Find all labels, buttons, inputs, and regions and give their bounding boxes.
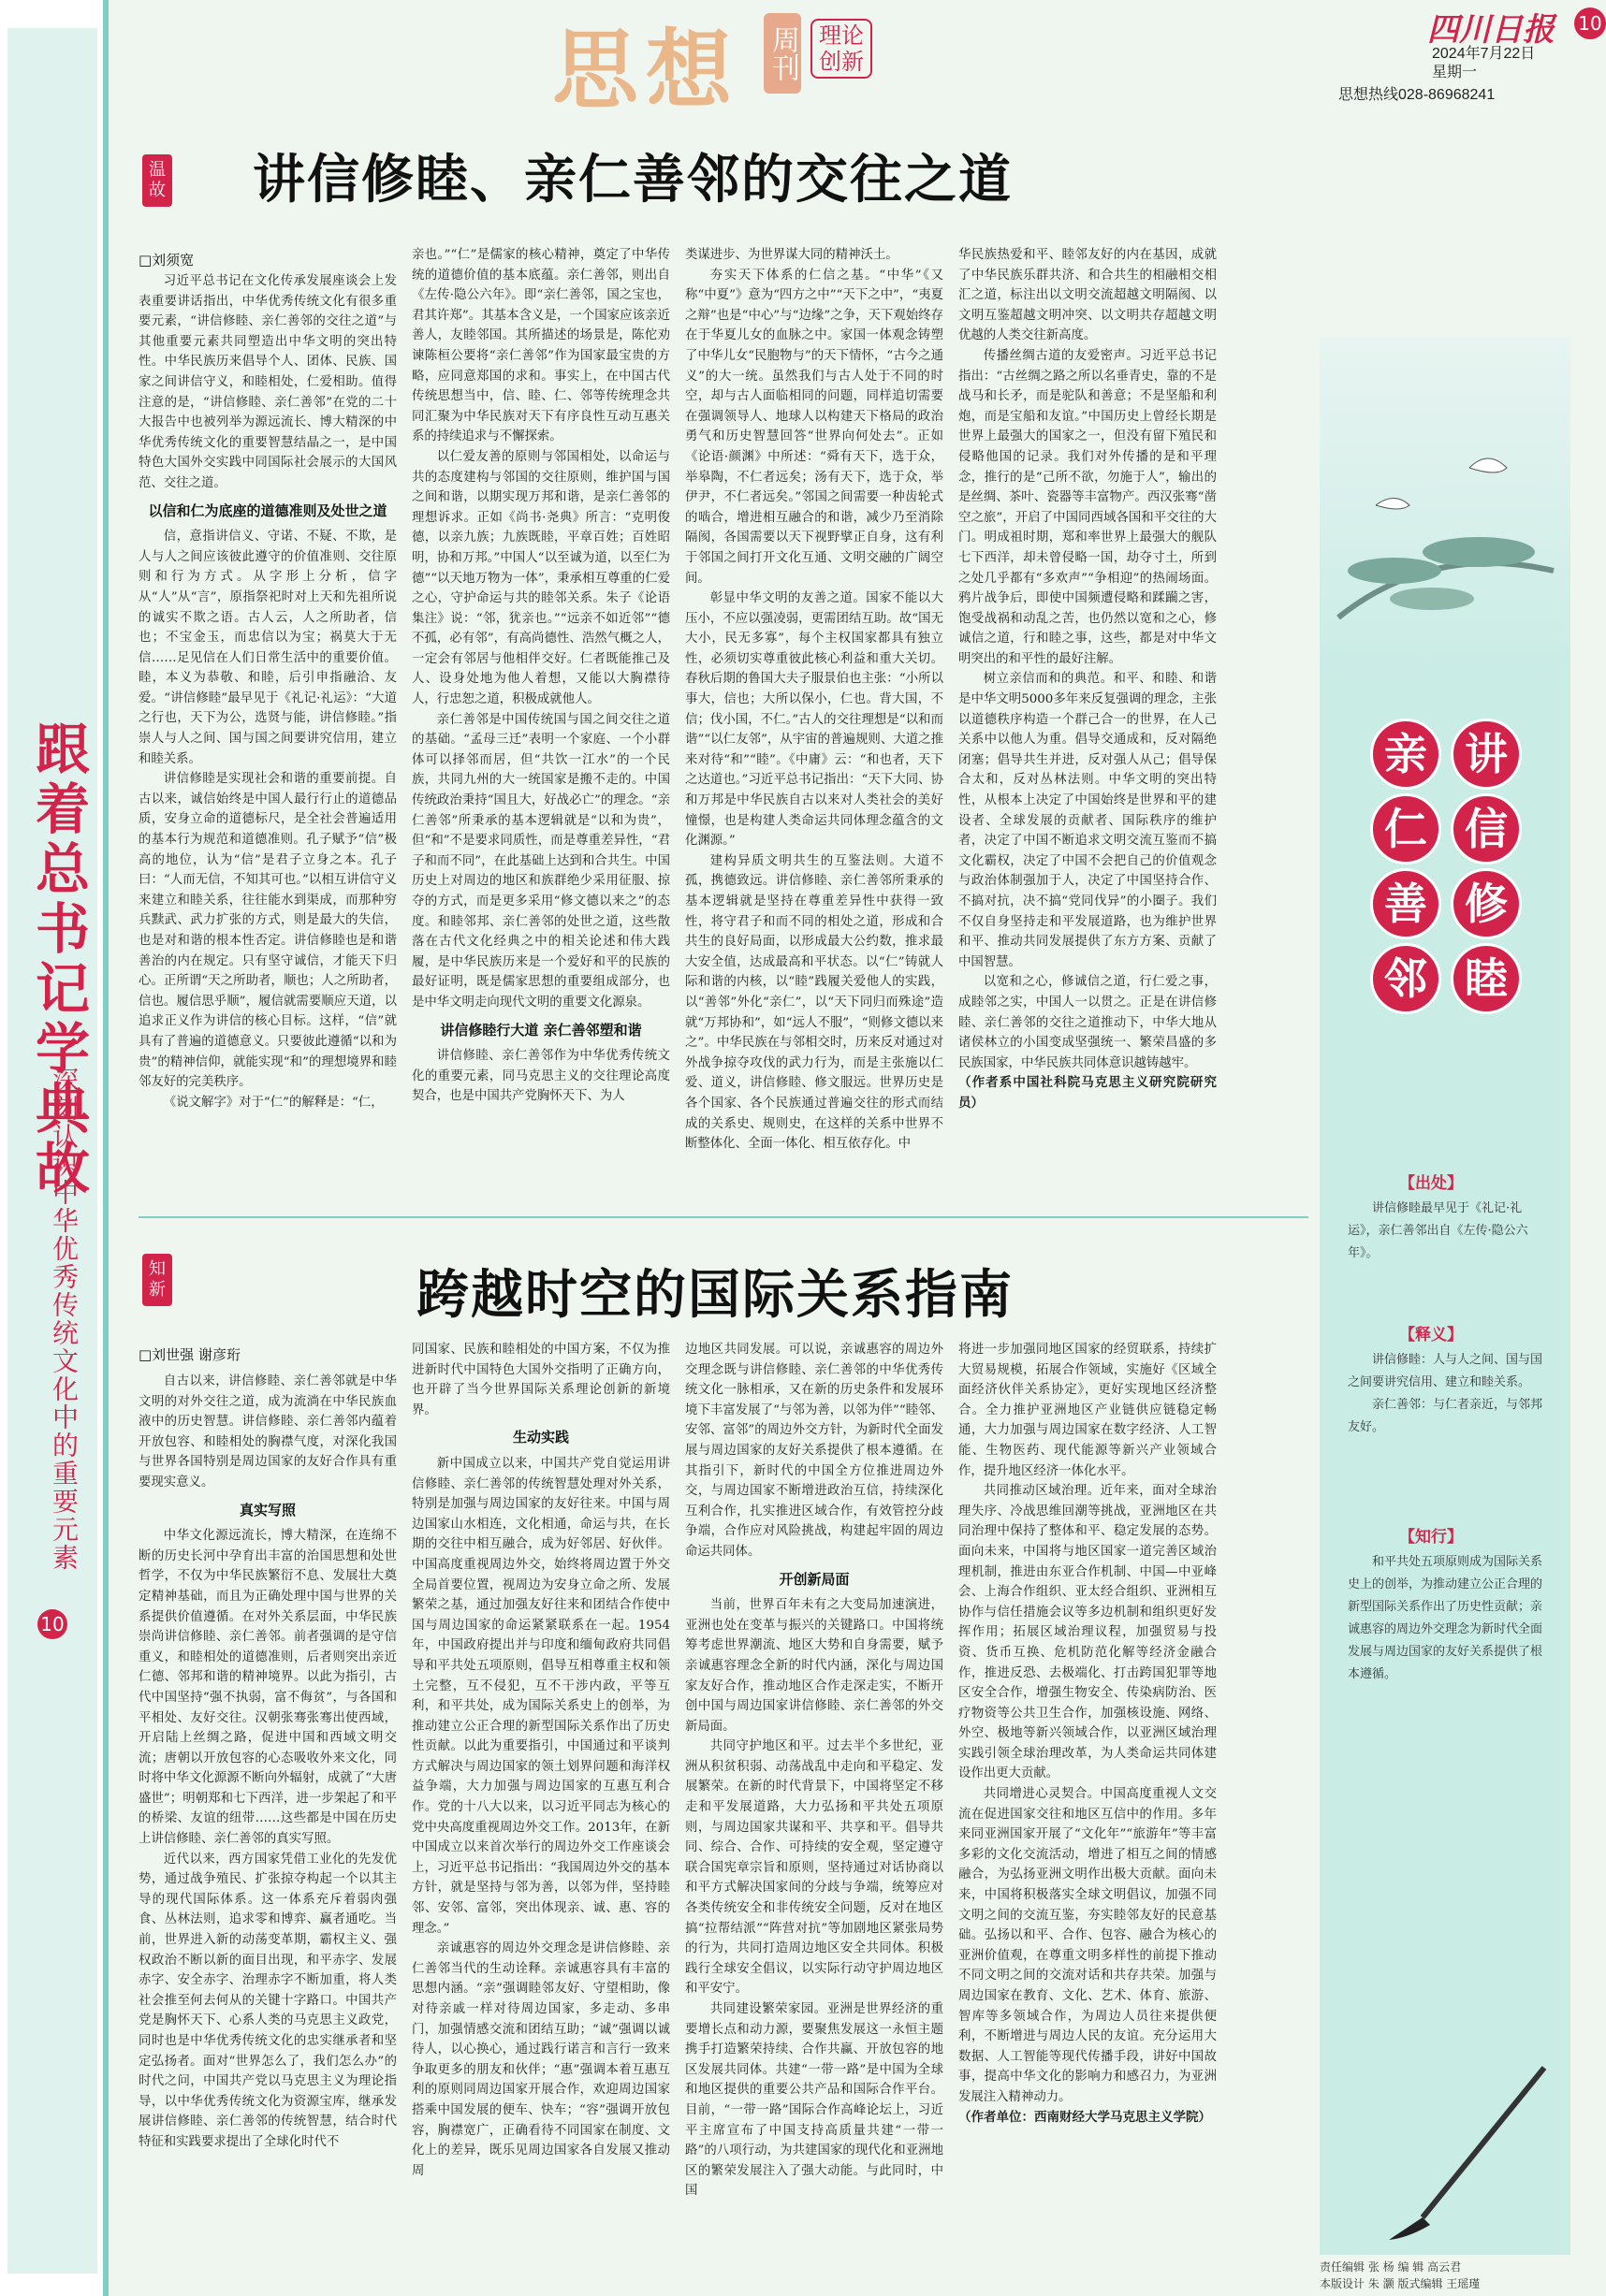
series-title: 跟着总书记学典故 — [26, 720, 90, 1199]
paragraph: 以宽和之心，修诚信之道，行仁爱之事，成睦邻之实，中国人一以贯之。正是在讲信修睦、亲仁善邻的交往之道推动下，中华大地从诸侯林立的小国变成坚强统一、繁荣昌盛的多民族国家，中华民族共同体意识越铸越牢。 — [958, 975, 1217, 1070]
practice-heading: 【知行】 — [1399, 1528, 1463, 1547]
paragraph: 共同建设繁荣家园。亚洲是世界经济的重要增长点和动力源，要聚焦发展这一永恒主题携手打造繁荣持续、合作共赢、开放包容的地区发展共同体。共建“一带一路”是中国为全球和地区提供的重要公共产品和国际合作平台。目前，“一带一路”国际合作高峰论坛上，习近平主席宣布了中国支持高质量共建“一带一路”的八项行动，为共建国家的现代化和亚洲地区的繁荣发展注入了强大动能。与此同时，中国 — [685, 2002, 943, 2199]
article2-title: 跨越时空的国际关系指南 — [416, 1265, 1014, 1326]
series-subtitle: 深刻认识中华优秀传统文化中的重要元素 — [49, 1067, 80, 1572]
article2-col2 — [412, 1340, 670, 2245]
article1-col1 — [139, 271, 397, 1198]
article2-col3 — [685, 1340, 943, 2245]
practice-text — [1348, 1551, 1544, 1686]
char-xin: 信 — [1451, 793, 1522, 865]
article2-tag: 知新 — [142, 1254, 172, 1306]
section-heading: 以信和仁为底座的道德准则及处世之道 — [148, 501, 387, 519]
article1-col2 — [412, 245, 670, 1198]
article2-col1 — [139, 1372, 397, 2245]
source-heading: 【出处】 — [1399, 1174, 1463, 1193]
paragraph: 新中国成立以来，中国共产党自觉运用讲信修睦、亲仁善邻的传统智慧处理对外关系，特别是加强与周边国家的友好往来。中国与周边国家山水相连，文化相通，命运与共，在长期的交往中相互融合，成为好邻居、好伙伴。中国高度重视周边外交，始终将周边置于外交全局首要位置，视周边为安身立命之所、发展繁荣之基，通过加强友好往来和团结合作使中国与周边国家的命运紧紧联系在一起。1954年，中国政府提出并与印度和缅甸政府共同倡导和平共处五项原则，倡导互相尊重主权和领土完整，互不侵犯，互不干涉内政，平等互利，和平共处，成为国际关系史上的创举，为推动建立公正合理的新型国际关系作出了历史性贡献。以此为重要指引，中国通过和平谈判方式解决与周边国家的领土划界问题和海洋权益争端，大力加强与周边国家的互惠互利合作。党的十八大以来，以习近平同志为核心的党中央高度重视周边外交工作。2013年，在新中国成立以来首次举行的周边外交工作座谈会上，习近平总书记指出：“我国周边外交的基本方针，就是坚持与邻为善，以邻为伴，坚持睦邻、安邻、富邻，突出体现亲、诚、惠、容的理念。” — [412, 1456, 670, 1936]
paragraph: 华民族热爱和平、睦邻友好的内在基因，成就了中华民族乐群共济、和合共生的相融相交相汇之道，标注出以文明交流超越文明隔阂、以文明互鉴超越文明冲突、以文明共存超越文明优越的人类交往新高度。 — [958, 248, 1217, 343]
paragraph: 树立亲信而和的典范。和平、和睦、和谐是中华文明5000多年来反复强调的理念，主张以道德秩序构造一个群己合一的世界，在人己关系中以他人为重。倡导交通成和，反对隔绝闭塞；倡导共生并进，反对强人从己；倡导保合太和，反对丛林法则。中华文明的突出特性，从根本上决定了中国始终是世界和平的建设者、全球发展的贡献者、国际秩序的维护者，决定了中国不断追求文明交流互鉴而不搞文化霸权，决定了中国不会把自己的价值观念与政治体制强加于人，决定了中国坚持合作、不搞对抗，决不搞“党同伐异”的小圈子。我们不仅自身坚持走和平发展道路，也为维护世界和平、推动共同发展提供了东方方案、贡献了中国智慧。 — [958, 672, 1217, 969]
char-mu: 睦 — [1451, 943, 1522, 1014]
section-heading: 生动实践 — [512, 1429, 569, 1446]
article-divider — [139, 1216, 1308, 1218]
article1-tag: 温故 — [142, 154, 172, 207]
section-heading: 真实写照 — [239, 1501, 296, 1519]
series-number: 10 — [37, 1609, 67, 1639]
paragraph: 类谋进步、为世界谋大同的精神沃土。 — [685, 248, 898, 262]
masthead: 思想 — [552, 20, 740, 121]
paragraph: 讲信修睦是实现社会和谐的重要前提。自古以来，诚信始终是中国人最行行止的道德品质，安身立命的道德标尺，是全社会普遍适用的基本行为规范和道德准则。孔子赋予“信”极高的地位，认为“信”是君子立身之本。孔子曰：“人而无信，不知其可也。”以相互讲信守义来建立和睦关系，往往能水到渠成，而那种穷兵黩武、武力扩张的方式，则是最大的失信，也是对和谐的根本性否定。讲信修睦也是和谐善治的内在规定。只有坚守诚信，才能天下归心。正所谓“天之所助者，顺也；人之所助者，信也。履信思乎顺”，履信就需要顺应天道，以追求正义作为讲信的核心目标。这样，“信”就具有了普遍的道德意义。只要彼此遵循“以和为贵”的精神信仰，就能实现“和”的理想境界和睦邻友好的完美秩序。 — [139, 772, 397, 1090]
paragraph: 建构异质文明共生的互鉴法则。大道不孤，携德致远。讲信修睦、亲仁善邻所秉承的基本逻辑就是坚持在尊重差异性中获得一致性，将守君子和而不同的相处之道，形成和合共生的良好局面，以形成最大公约数，推求最大安全值，达成最高和平状态。以“仁”铸就人际和谐的内核，以“睦”践履关爱他人的实践，以“善邻”外化“亲仁”，以“天下同归而殊途”造就“万邦协和”，如“远人不服”，“则修文德以来之”。中华民族在与邻相交时，历来反对通过对外战争掠夺攻伐的武力行为，而是主张施以仁爱、道义，讲信修睦、修文服远。世界历史是各个国家、各个民族通过普遍交往的形式而结成的关系史、规则史，在这样的关系中世界不断整体化、全面一体化、相互依存化。中 — [685, 853, 943, 1152]
article2-col4 — [958, 1340, 1217, 2245]
newspaper-logo: 四川日报 — [1427, 11, 1555, 49]
meaning-text — [1348, 1349, 1544, 1439]
article1-byline: □刘须宽 — [139, 252, 195, 269]
page-header — [103, 0, 1602, 121]
crane-pine-illustration — [1320, 337, 1570, 683]
article2-byline: □刘世强 谢彦珩 — [139, 1346, 241, 1363]
issue-date — [1432, 45, 1535, 82]
credits-line-2: 本版设计 朱 灏 版式编辑 王瑶瑾 — [1320, 2277, 1481, 2290]
article1-col4 — [958, 245, 1217, 1198]
sidebar-panel — [1320, 337, 1570, 2255]
meaning-heading: 【释义】 — [1399, 1326, 1463, 1344]
paragraph: 中华文化源远流长，博大精深，在连绵不断的历史长河中孕育出丰富的治国思想和处世哲学，不仅为中华民族繁衍不息、发展壮大奠定精神基础，而且为正确处理中国与世界的关系提供价值遵循。在对外关系层面，中华民族崇尚讲信修睦、亲仁善邻。前者强调的是守信重义，和睦相处的道德准则，后者则突出亲近仁德、邻邦和谐的精神境界。以此为指引，古代中国坚持“强不执弱，富不侮贫”，与各国和平相处、友好交往。汉朝张骞张骞出使西域，开启陆上丝绸之路，促进中国和西域文明交流；唐朝以开放包容的心态吸收外来文化，同时将中华文化源源不断向外辐射，成就了“大唐盛世”；明朝郑和七下西洋，进一步架起了和平的桥梁、友谊的纽带……这些都是中国在历史上讲信修睦、亲仁善邻的真实写照。 — [139, 1529, 397, 1847]
source-paragraph: 讲信修睦最早见于《礼记·礼运》，亲仁善邻出自《左传·隐公六年》。 — [1348, 1201, 1528, 1260]
author-note: （作者单位：西南财经大学马克思主义学院） — [958, 2109, 1211, 2125]
paragraph: 近代以来，西方国家凭借工业化的先发优势，通过战争殖民、扩张掠夺构起一个以其主导的现代国际体系。这一体系充斥着弱肉强食、丛林法则，追求零和博弈、赢者通吃。当前，世界进入新的动荡变革期，霸权主义、强权政治不断以新的面目出现，和平赤字、发展赤字、安全赤字、治理赤字不断加重，将人类社会推至何去何从的关键十字路口。中国共产党是胸怀天下、心系人类的马克思主义政党，同时也是中华优秀传统文化的忠实继承者和坚定弘扬者。面对“世界怎么了，我们怎么办”的时代之问，中国共产党以马克思主义为理论指导，以中华优秀传统文化为资源宝库，继承发展讲信修睦、亲仁善邻的传统智慧，结合时代特征和实践要求提出了全球化时代不 — [139, 1852, 397, 2149]
paragraph: 传播丝绸古道的友爱密声。习近平总书记指出：“古丝绸之路之所以名垂青史，靠的不是战马和长矛，而是驼队和善意；不是坚船和利炮，而是宝船和友谊。”中国历史上曾经长期是世界上最强大的国家之一，但没有留下殖民和侵略他国的记录。我们对外传播的是和平理念，推行的是“己所不欲，勿施于人”，输出的是丝绸、茶叶、瓷器等丰富物产。西汉张骞“凿空之旅”，开启了中国同西域各国和平交往的大门。明成祖时期，郑和率世界上最强大的舰队七下西洋，却未曾侵略一国，劫夺寸土，所到之处几乎都有“多欢声”“争相迎”的热闹场面。鸦片战争后，即使中国频遭侵略和蹂躏之害，饱受战祸和动乱之苦，也仍然以宽和之心，修诚信之道，行和睦之事，这些，都是对中华文明突出的和平性的最好注解。 — [958, 348, 1217, 666]
char-xiu: 修 — [1451, 868, 1522, 939]
paragraph: 亲诚惠容的周边外交理念是讲信修睦、亲仁善邻当代的生动诠释。亲诚惠容具有丰富的思想内涵。“亲”强调睦邻友好、守望相助，像对待亲戚一样对待周边国家，多走动、多串门，加强情感交流和团结互助；“诚”强调以诚待人，以心换心，通过践行诺言和言行一致来争取更多的朋友和伙伴；“惠”强调本着互惠互利的原则同周边国家开展合作，欢迎周边国家搭乘中国发展的便车、快车；“容”强调开放包容，胸襟宽广，正确看待不同国家在制度、文化上的差异，既乐见周边国家各自发展又推动周 — [412, 1941, 670, 2178]
paragraph: 共同守护地区和平。过去半个多世纪，亚洲从积贫积弱、动荡战乱中走向和平稳定、发展繁荣。在新的时代背景下，中国将坚定不移走和平发展道路，大力弘扬和平共处五项原则，与周边国家共谋和平、共享和平。倡导共同、综合、合作、可持续的安全观，坚定遵守联合国宪章宗旨和原则，坚持通过对话协商以和平方式解决国家间的分歧与争端，统筹应对各类传统安全和非传统安全问题，反对在地区搞“拉帮结派”“阵营对抗”等加剧地区紧张局势的行为，共同打造周边地区安全共同体。积极践行全球安全倡议，以实际行动守护周边地区和平安宁。 — [685, 1739, 943, 1997]
weekday-text: 星期一 — [1432, 65, 1478, 80]
innovation-badge: 理论创新 — [810, 19, 872, 79]
char-qin: 亲 — [1370, 719, 1441, 790]
paragraph: 当前，世界百年未有之大变局加速演进，亚洲也处在变革与振兴的关键路口。中国将统筹考虑世界潮流、地区大势和自身需要，赋予亲诚惠容理念全新的时代内涵，深化与周边国家友好合作，推动地区合作走深走实，不断开创中国与周边国家讲信修睦、亲仁善邻的外交新局面。 — [685, 1598, 943, 1734]
paragraph: 习近平总书记在文化传承发展座谈会上发表重要讲话指出，中华优秀传统文化有很多重要元素，“讲信修睦、亲仁善邻的交往之道”与其他重要元素共同塑造出中华文明的突出特性。中华民族历来倡导个人、团体、民族、国家之间讲信守义，和睦相处，仁爱相助。值得注意的是，“讲信修睦、亲仁善邻”在党的二十大报告中也被列举为源远流长、博大精深的中华优秀传统文化的重要智慧结晶之一，是中国特色大国外交实践中同国际社会展示的大国风范、交往之道。 — [139, 274, 397, 490]
paragraph: 以仁爱友善的原则与邻国相处，以命运与共的态度建构与邻国的交往原则，维护国与国之间和谐，以期实现万邦和谐，是亲仁善邻的理想诉求。正如《尚书·尧典》所言：“克明俊德，以亲九族；九族既睦，平章百姓；百姓昭明，协和万邦。”中国人“以至诚为道，以至仁为德”“以天地万物为一体”，秉承相互尊重的仁爱之心，守护命运与共的睦邻关系。朱子《论语集注》说：“邻，犹亲也。”“远亲不如近邻”“德不孤，必有邻”，有高尚德性、浩然气概之人，一定会有邻居与他相伴交好。仁者既能推己及人、设身处地为他人着想，又能以大胸襟待人，行忠恕之道，积极成就他人。 — [412, 449, 670, 707]
article1-col3 — [685, 245, 943, 1198]
char-ren: 仁 — [1370, 793, 1441, 865]
paragraph: 讲信修睦、亲仁善邻作为中华优秀传统文化的重要元素，同马克思主义的交往理论高度契合，也是中国共产党胸怀天下、为人 — [412, 1049, 670, 1104]
section-heading: 开创新局面 — [779, 1570, 850, 1588]
char-jiang: 讲 — [1451, 719, 1522, 790]
meaning-paragraph-1: 讲信修睦：人与人之间、国与国之间要讲究信用、建立和睦关系。 — [1348, 1353, 1543, 1389]
paragraph: 将进一步加强同地区国家的经贸联系，持续扩大贸易规模，拓展合作领域，实施好《区域全面经济伙伴关系协定》，更好实现地区经济整合。全力推护亚洲地区产业链供应链稳定畅通，大力加强与周边国家在数字经济、人工智能、生物医药、现代能源等新兴产业领域合作，提升地区经济一体化水平。 — [958, 1343, 1217, 1478]
page-number: 10 — [1574, 7, 1606, 39]
article1-title: 讲信修睦、亲仁善邻的交往之道 — [253, 150, 1013, 211]
pine-tree-icon — [1320, 337, 1570, 683]
paragraph: 共同增进心灵契合。中国高度重视人文交流在促进国家交往和地区互信中的作用。多年来同亚洲国家开展了“文化年”“旅游年”等丰富多彩的文化交流活动，增进了相互之间的情感融合，为弘扬亚洲文明作出极大贡献。面向未来，中国将积极落实全球文明倡议，加强不同文明之间的交流互鉴，夯实睦邻友好的民意基础。弘扬以和平、合作、包容、融合为核心的亚洲价值观，在尊重文明多样性的前提下推动不同文明之间的交流对话和共存共荣。加强与周边国家在教育、文化、艺术、体育、旅游、智库等多领域合作，为周边人员往来提供便利，不断增进与周边人民的友谊。充分运用大数据、人工智能等现代传播手段，讲好中国故事，提高中华文化的影响力和感召力，为亚洲发展注入精神动力。 — [958, 1787, 1217, 2104]
series-strip — [0, 0, 109, 2296]
meaning-paragraph-2: 亲仁善邻：与仁者亲近，与邻邦友好。 — [1348, 1398, 1543, 1434]
char-lin: 邻 — [1370, 943, 1441, 1014]
hotline: 思想热线028-86968241 — [1338, 87, 1496, 103]
brush-icon — [1385, 2058, 1554, 2245]
paragraph: 信，意指讲信义、守诺、不疑、不欺，是人与人之间应该彼此遵守的价值准则、交往原则和行为方式。从字形上分析，信字从“人”从“言”，原指祭祀时对上天和先祖所说的诚实不欺之语。古人云，人之所助者，信也；不宝金玉，而忠信以为宝；祸莫大于无信……足见信在人们日常生活中的重要价值。睦，本义为恭敬、和睦，后引申指融洽、友爱。“讲信修睦”最早见于《礼记·礼运》：“大道之行也，天下为公，选贤与能，讲信修睦。”指崇人与人之间、国与国之间要讲究信用，建立和睦关系。 — [139, 530, 397, 766]
paragraph: 共同推动区域治理。近年来，面对全球治理失序、冷战思维回潮等挑战，亚洲地区在共同治理中保持了整体和平、稳定发展的态势。面向未来，中国将与地区国家一道完善区域治理机制，推进由东亚合作机制、中国—中亚峰会、上海合作组织、亚太经合组织、亚洲相互协作与信任措施会议等多边机制和组织更好发挥作用；拓展区域治理议程，加强贸易与投资、货币互换、危机防范化解等经济金融合作，推进反恐、去极端化、打击跨国犯罪等地区安全合作，增强生物安全、传染病防治、医疗物资等公共卫生合作，加强核设施、网络、外空、极地等新兴领域合作，以亚洲区域治理实践引领全球治理改革，为人类命运共同体建设作出更大贡献。 — [958, 1484, 1217, 1781]
author-note: （作者系中国社科院马克思主义研究院研究员） — [958, 1075, 1217, 1111]
paragraph: 自古以来，讲信修睦、亲仁善邻就是中华文明的对外交往之道，成为流淌在中华民族血液中的历史智慧。讲信修睦、亲仁善邻内蕴着开放包容、和睦相处的胸襟气度，对深化我国与世界各国特别是周边国家的友好合作具有重要现实意义。 — [139, 1374, 397, 1489]
paragraph: 《说文解字》对于“仁”的解释是：“仁， — [163, 1095, 384, 1110]
section-heading: 讲信修睦行大道 亲仁善邻塑和谐 — [440, 1021, 642, 1039]
weekly-badge: 周刊 — [764, 13, 801, 94]
paragraph: 同国家、民族和睦相处的中国方案，不仅为推进新时代中国特色大国外交指明了正确方向，也开辟了当今世界国际关系理论创新的新境界。 — [412, 1343, 670, 1417]
paragraph: 夯实天下体系的仁信之基。“中华”《又称“中夏”》意为“四方之中”“天下之中”，“夷夏之辩”也是“中心”与“边缘”之争，天下观始终存在于华夏儿女的血脉之中。家国一体观念铸塑了中华儿女“民胞物与”的天下情怀，“古今之通义”的大一统。虽然我们与古人处于不同的时空，却与古人面临相同的问题，同样追切需要在强调领导人、地球人以构建天下格局的政治勇气和历史智慧回答“世界向何处去”。正如《论语·颜渊》中所述：“舜有天下，选于众，举皋陶，不仁者远矣；汤有天下，选于众，举伊尹，不仁者远矣。”邻国之间需要一种齿轮式的啮合，增进相互融合的和谐，减少乃至消除隔阂，各国需要以天下视野擘正自身，这有利于邻国之间打开文化互通、文明交融的广阔空间。 — [685, 268, 943, 586]
paragraph: 边地区共同发展。可以说，亲诚惠容的周边外交理念既与讲信修睦、亲仁善邻的中华优秀传统文化一脉相承，又在新的历史条件和发展环境下丰富发展了“与邻为善，以邻为伴”“睦邻、安邻、富邻”的周边外交方针，为新时代全面发展与周边国家的友好关系提供了根本遵循。在其指引下，新时代的中国全方位推进周边外交，与周边国家不断增进政治互信，持续深化互利合作，扎实推进区域合作，有效管控分歧争端，合作应对风险挑战，构建起牢固的周边命运共同体。 — [685, 1343, 943, 1559]
char-shan: 善 — [1370, 868, 1441, 939]
credits-line-1: 责任编辑 张 杨 编 辑 高云君 — [1320, 2260, 1462, 2274]
paragraph: 彰显中华文明的友善之道。国家不能以大压小，不应以强凌弱，更需团结互助。故“国无大小，民无多寡”，每个主权国家都具有独立性，必须切实尊重彼此核心利益和重大关切。春秋后期的鲁国大夫子服景伯也主张：“小所以事大，信也；大所以保小，仁也。背大国，不信；伐小国，不仁。”古人的交往理想是“以和而谐”“以仁友邻”，从宇宙的普遍规则、大道之推来对待“和”“睦”。《中庸》云：“和也者，天下之达道也。”习近平总书记指出：“天下大同、协和万邦是中华民族自古以来对人类社会的美好憧憬，也是构建人类命运共同体理念蕴含的文化渊源。” — [685, 591, 943, 849]
editorial-credits — [1320, 2259, 1480, 2292]
paragraph: 亲也。”“仁”是儒家的核心精神，奠定了中华传统的道德价值的基本底蕴。亲仁善邻，则出自《左传·隐公六年》。即“亲仁善邻，国之宝也，君其许郑”。其基本含义是，一个国家应该亲近善人，友睦邻国。其所描述的场景是，陈佗劝谏陈桓公要将“亲仁善邻”作为国家最宝贵的方略，应同意郑国的求和。事实上，在中国古代传统思想当中，信、睦、仁、邻等传统理念共同汇聚为中华民族对天下有序良性互动互惠关系的持续追求与不懈探索。 — [412, 248, 670, 444]
source-text — [1348, 1198, 1544, 1265]
practice-paragraph: 和平共处五项原则成为国际关系史上的创举，为推动建立公正合理的新型国际关系作出了历史性贡献；亲诚惠容的周边外交理念为新时代全面发展与周边国家的友好关系提供了根本遵循。 — [1348, 1555, 1543, 1681]
date-text: 2024年7月22日 — [1432, 46, 1536, 62]
paragraph: 亲仁善邻是中国传统国与国之间交往之道的基础。“孟母三迁”表明一个家庭、一个小群体可以择邻而居，但“共饮一江水”的一个民族，共同九州的大一统国家是搬不走的。中国传统政治秉持“国且大，好战必亡”的理念。“亲仁善邻”所秉承的基本逻辑就是“以和为贵”，但“和”不是要求同质性，而是尊重差异性，“君子和而不同”，在此基础上达到和合共生。中国历史上对周边的地区和族群绝少采用征服、掠夺的方式，而是更多采用“修文德以来之”的态度。和睦邻邦、亲仁善邻的处世之道，这些散落在古代文化经典之中的相关论述和伟大践履，是中华民族历来是一个爱好和平的民族的最好证明，既是儒家思想的重要组成部分，也是中华文明走向现代文明的重要文化源泉。 — [412, 712, 670, 1010]
